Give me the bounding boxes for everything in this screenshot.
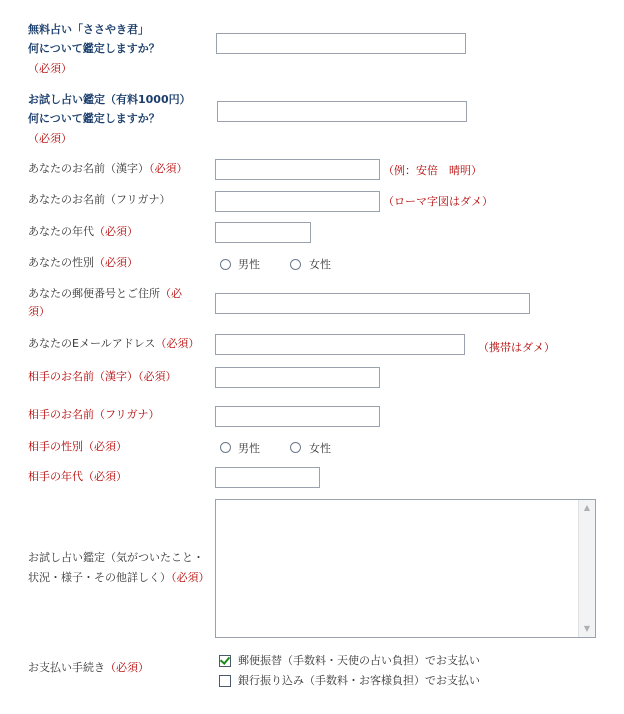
- payment-required: （必須）: [105, 661, 149, 674]
- age-label-text: あなたの年代: [28, 225, 94, 238]
- name-kanji-label-text: あなたのお名前（漢字）: [28, 162, 149, 175]
- partner-name-kana-input[interactable]: [215, 406, 380, 427]
- trial-reading-label-line1: お試し占い鑑定（有料1000円）: [28, 93, 191, 106]
- payment-label-text: お支払い手続き: [28, 661, 105, 674]
- age-required: （必須）: [94, 225, 138, 238]
- email-required: （必須）: [155, 337, 200, 350]
- payment-bank-checkbox[interactable]: [219, 675, 231, 687]
- gender-male-radio[interactable]: [220, 259, 231, 270]
- trial-reading-input[interactable]: [217, 101, 467, 122]
- check-icon: [220, 654, 230, 665]
- partner-gender-female-radio[interactable]: [290, 442, 301, 453]
- partner-name-kanji-label: 相手のお名前（漢字）（必須）: [28, 370, 177, 383]
- partner-name-kanji-input[interactable]: [215, 367, 380, 388]
- name-kana-input[interactable]: [215, 191, 380, 212]
- address-input[interactable]: [215, 293, 530, 314]
- email-input[interactable]: [215, 334, 465, 355]
- partner-gender-label: 相手の性別（必須）: [28, 440, 127, 453]
- payment-postal-label: 郵便振替（手数料・天使の占い負担）でお支払い: [238, 654, 480, 667]
- gender-required: （必須）: [94, 256, 138, 269]
- details-label-line1: お試し占い鑑定（気がついたこと・: [28, 551, 204, 564]
- gender-label: [28, 253, 138, 273]
- email-label-text: あなたのEメールアドレス: [28, 337, 156, 350]
- scroll-up-icon[interactable]: ▲: [583, 503, 591, 512]
- partner-age-select[interactable]: [215, 467, 320, 488]
- gender-label-text: あなたの性別: [28, 256, 94, 269]
- free-reading-input[interactable]: [216, 33, 466, 54]
- partner-name-kana-label: 相手のお名前（フリガナ）: [28, 408, 160, 421]
- age-select[interactable]: [215, 222, 311, 243]
- payment-bank-label: 銀行振り込み（手数料・お客様負担）でお支払い: [238, 674, 480, 687]
- age-label: [28, 222, 138, 242]
- details-label-line2-text: 状況・様子・その他詳しく）: [28, 571, 171, 584]
- free-reading-required: （必須）: [28, 62, 72, 75]
- name-kana-label: あなたのお名前（フリガナ）: [28, 193, 171, 206]
- trial-reading-required: （必須）: [28, 132, 72, 145]
- details-textarea[interactable]: [215, 499, 596, 638]
- partner-gender-female-label: 女性: [309, 442, 331, 455]
- partner-gender-male-label: 男性: [238, 442, 260, 455]
- details-label-line2: [28, 568, 210, 588]
- trial-reading-label-line2: 何について鑑定しますか？: [28, 112, 160, 125]
- partner-age-label: 相手の年代（必須）: [28, 470, 127, 483]
- payment-label: [28, 658, 149, 678]
- gender-female-label: 女性: [309, 258, 331, 271]
- details-scrollbar[interactable]: [578, 500, 595, 637]
- name-kanji-label: [28, 159, 188, 179]
- email-label: [28, 334, 199, 354]
- details-required: （必須）: [171, 571, 210, 584]
- gender-female-radio[interactable]: [290, 259, 301, 270]
- name-kanji-note: （例：安倍 晴明）: [383, 164, 482, 177]
- name-kanji-input[interactable]: [215, 159, 380, 180]
- address-label-text: あなたの郵便番号とご住所: [28, 287, 160, 300]
- payment-postal-checkbox[interactable]: [219, 655, 231, 667]
- address-required-a: （必: [160, 287, 182, 300]
- partner-gender-male-radio[interactable]: [220, 442, 231, 453]
- scroll-down-icon[interactable]: ▼: [583, 624, 591, 633]
- free-reading-label-line2: 何について鑑定しますか？: [28, 42, 160, 55]
- name-kanji-required: （必須）: [149, 162, 188, 175]
- name-kana-note: （ローマ字図はダメ）: [383, 195, 493, 208]
- email-note: （携帯はダメ）: [478, 341, 555, 354]
- address-required-b: 須）: [28, 305, 50, 318]
- gender-male-label: 男性: [238, 258, 260, 271]
- free-reading-label-line1: 無料占い「ささやき君」: [28, 23, 149, 36]
- address-label: [28, 284, 182, 304]
